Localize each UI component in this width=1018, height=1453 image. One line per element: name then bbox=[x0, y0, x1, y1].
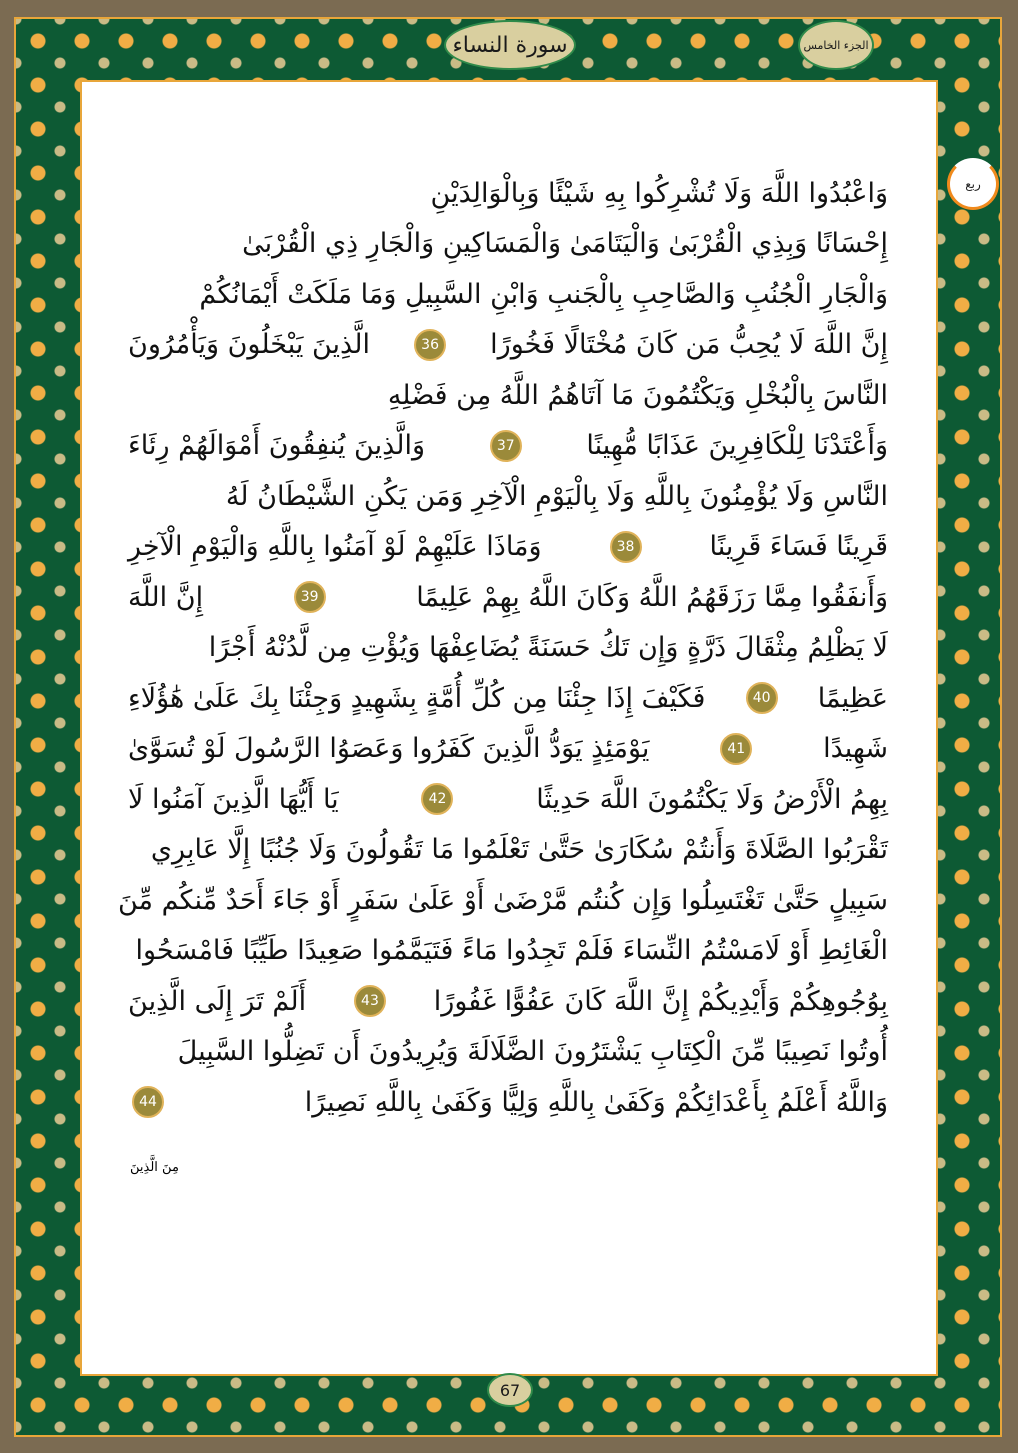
text-line bbox=[128, 522, 888, 573]
text-line bbox=[128, 926, 888, 977]
text-line bbox=[128, 1077, 888, 1128]
text-line bbox=[128, 219, 888, 270]
text-line bbox=[128, 976, 888, 1027]
verse-text: أَلَمْ تَرَ إِلَى الَّذِينَ bbox=[128, 985, 307, 1017]
verse-text: تَقْرَبُوا الصَّلَاةَ وَأَنتُمْ سُكَارَىٰ حَتَّىٰ تَعْلَمُوا مَا تَقُولُونَ وَلَا جُنُبًا إِلَّا عَابِرِي bbox=[150, 834, 888, 866]
verse-text: وَأَعْتَدْنَا لِلْكَافِرِينَ عَذَابًا مُّهِينًا bbox=[586, 430, 888, 462]
verse-text: النَّاسَ بِالْبُخْلِ وَيَكْتُمُونَ مَا آتَاهُمُ اللَّهُ مِن فَضْلِهِ bbox=[387, 379, 888, 411]
text-line bbox=[128, 673, 888, 724]
text-line bbox=[128, 471, 888, 522]
verse-text: شَهِيدًا bbox=[823, 733, 888, 765]
verse-text: فَكَيْفَ إِذَا جِئْنَا مِن كُلِّ أُمَّةٍ بِشَهِيدٍ وَجِئْنَا بِكَ عَلَىٰ هَٰؤُلَاءِ bbox=[128, 682, 706, 714]
verse-number-marker: 44 bbox=[132, 1086, 164, 1118]
verse-text: الَّذِينَ يَبْخَلُونَ وَيَأْمُرُونَ bbox=[128, 329, 370, 361]
verse-text: إِحْسَانًا وَبِذِي الْقُرْبَىٰ وَالْيَتَامَىٰ وَالْمَسَاكِينِ وَالْجَارِ ذِي الْقُرْبَىٰ bbox=[242, 228, 888, 260]
verse-number-marker: 41 bbox=[720, 733, 752, 765]
verse-text: الْغَائِطِ أَوْ لَامَسْتُمُ النِّسَاءَ فَلَمْ تَجِدُوا مَاءً فَتَيَمَّمُوا صَعِيدًا طَيِّبًا فَامْسَحُوا bbox=[135, 935, 888, 967]
verse-text: إِنَّ اللَّهَ لَا يُحِبُّ مَن كَانَ مُخْتَالًا فَخُورًا bbox=[490, 329, 888, 361]
verse-text: عَظِيمًا bbox=[817, 682, 888, 714]
page-number: 67 bbox=[487, 1373, 533, 1407]
text-line bbox=[128, 421, 888, 472]
verse-text: يَوْمَئِذٍ يَوَدُّ الَّذِينَ كَفَرُوا وَعَصَوُا الرَّسُولَ لَوْ تُسَوَّىٰ bbox=[128, 733, 650, 765]
text-line bbox=[128, 1027, 888, 1078]
verse-text: إِنَّ اللَّهَ bbox=[128, 581, 204, 613]
quran-text bbox=[117, 168, 888, 1128]
text-line bbox=[128, 320, 888, 371]
verse-number-marker: 36 bbox=[414, 329, 446, 361]
verse-number-marker: 40 bbox=[746, 682, 778, 714]
verse-text: سَبِيلٍ حَتَّىٰ تَغْتَسِلُوا وَإِن كُنتُم مَّرْضَىٰ أَوْ عَلَىٰ سَفَرٍ أَوْ جَاءَ أَحَدٌ مِّنكُم مِّنَ bbox=[117, 884, 888, 916]
verse-text: وَأَنفَقُوا مِمَّا رَزَقَهُمُ اللَّهُ وَكَانَ اللَّهُ بِهِمْ عَلِيمًا bbox=[416, 581, 888, 613]
verse-number-marker: 37 bbox=[490, 430, 522, 462]
text-line bbox=[128, 572, 888, 623]
catchword: مِنَ الَّذِينَ bbox=[130, 1160, 179, 1175]
text-line bbox=[128, 774, 888, 825]
verse-text: يَا أَيُّهَا الَّذِينَ آمَنُوا لَا bbox=[128, 783, 339, 815]
verse-text: النَّاسِ وَلَا يُؤْمِنُونَ بِاللَّهِ وَلَا بِالْيَوْمِ الْآخِرِ وَمَن يَكُنِ الشَّيْطَانُ لَهُ bbox=[225, 480, 888, 512]
text-line bbox=[128, 269, 888, 320]
verse-text: أُوتُوا نَصِيبًا مِّنَ الْكِتَابِ يَشْتَرُونَ الضَّلَالَةَ وَيُرِيدُونَ أَن تَضِلُّوا السَّبِيلَ bbox=[177, 1036, 888, 1068]
text-line bbox=[117, 875, 888, 926]
text-line bbox=[128, 370, 888, 421]
verse-text: قَرِينًا فَسَاءَ قَرِينًا bbox=[709, 531, 888, 563]
verse-text: وَالْجَارِ الْجُنُبِ وَالصَّاحِبِ بِالْجَنبِ وَابْنِ السَّبِيلِ وَمَا مَلَكَتْ أَيْمَانُكُمْ bbox=[199, 278, 888, 310]
text-line bbox=[128, 724, 888, 775]
juz-label: الجزء الخامس bbox=[798, 20, 874, 70]
verse-text: وَاعْبُدُوا اللَّهَ وَلَا تُشْرِكُوا بِهِ شَيْئًا وَبِالْوَالِدَيْنِ bbox=[430, 177, 888, 209]
verse-number-marker: 42 bbox=[421, 783, 453, 815]
verse-text: وَمَاذَا عَلَيْهِمْ لَوْ آمَنُوا بِاللَّهِ وَالْيَوْمِ الْآخِرِ bbox=[128, 531, 542, 563]
text-line bbox=[128, 168, 888, 219]
verse-text: وَالَّذِينَ يُنفِقُونَ أَمْوَالَهُمْ رِئَاءَ bbox=[128, 430, 426, 462]
verse-number-marker: 39 bbox=[294, 581, 326, 613]
surah-name-label: سورة النساء bbox=[444, 20, 576, 70]
verse-text: بِوُجُوهِكُمْ وَأَيْدِيكُمْ إِنَّ اللَّهَ كَانَ عَفُوًّا غَفُورًا bbox=[433, 985, 888, 1017]
verse-text: وَاللَّهُ أَعْلَمُ بِأَعْدَائِكُمْ وَكَفَىٰ بِاللَّهِ وَلِيًّا وَكَفَىٰ بِاللَّهِ نَصِيرًا bbox=[304, 1086, 888, 1118]
verse-text: بِهِمُ الْأَرْضُ وَلَا يَكْتُمُونَ اللَّهَ حَدِيثًا bbox=[536, 783, 888, 815]
verse-text: لَا يَظْلِمُ مِثْقَالَ ذَرَّةٍ وَإِن تَكُ حَسَنَةً يُضَاعِفْهَا وَيُؤْتِ مِن لَّدُنْهُ أَجْرًا bbox=[208, 632, 888, 664]
rub-hizb-marker-icon: ربع bbox=[947, 158, 999, 210]
text-line bbox=[128, 825, 888, 876]
verse-number-marker: 38 bbox=[610, 531, 642, 563]
text-line bbox=[128, 623, 888, 674]
verse-number-marker: 43 bbox=[354, 985, 386, 1017]
